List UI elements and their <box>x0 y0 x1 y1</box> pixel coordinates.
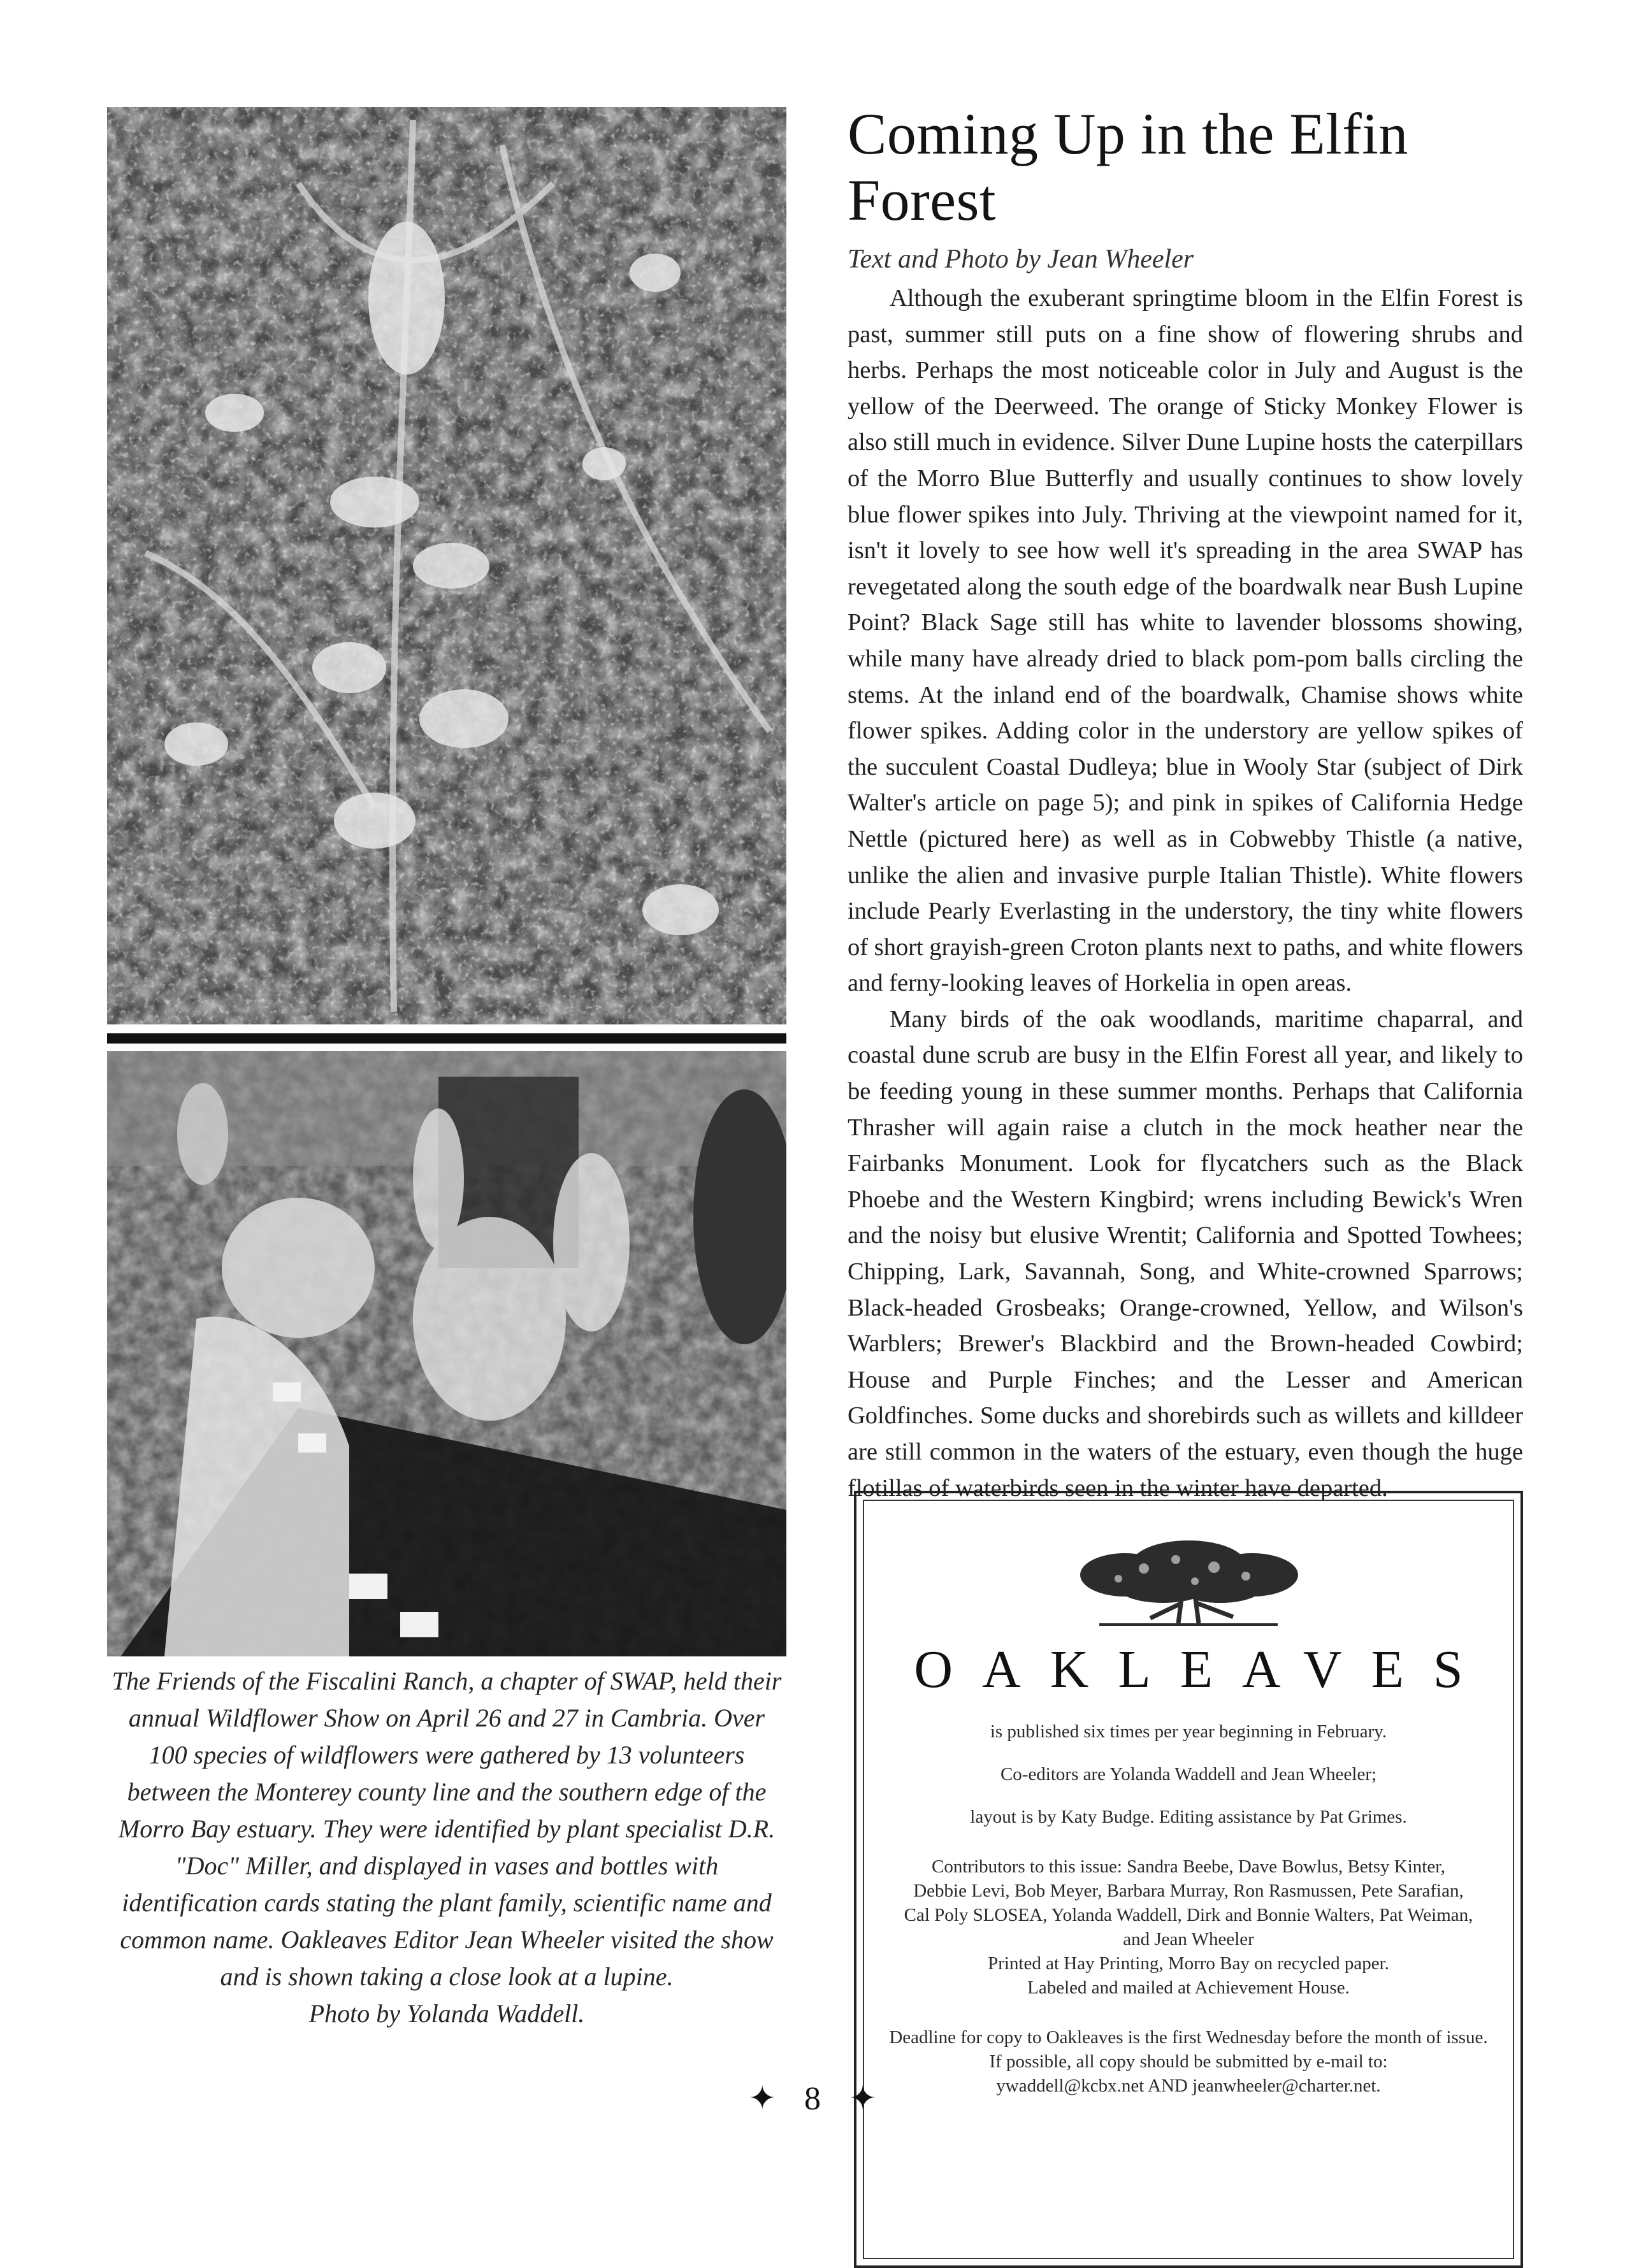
wildflower-show-image <box>107 1051 786 1656</box>
deadline-line: If possible, all copy should be submitted by e-mail to: <box>989 2051 1388 2072</box>
printing-line: Printed at Hay Printing, Morro Bay on recycled paper. <box>988 1953 1389 1974</box>
masthead-intro-line: layout is by Katy Budge. Editing assistance by Pat Grimes. <box>970 1807 1407 1827</box>
oak-tree-logo <box>1023 1537 1354 1632</box>
article-paragraph: Although the exuberant springtime bloom in the Elfin Forest is past, summer still puts on a fine show of flowering shrubs and herbs. Perhaps the most noticeable color in July and August is the yellow of the Deerweed. The orange of Sticky Monkey Flower is also still much in evidence. Silver Dune Lupine hosts the caterpillars of the Morro Blue Butterfly and usually continues to show lovely blue flower spikes into July. Thriving at the viewpoint named for it, isn't it lovely to see how well it's spreading in the area SWAP has revegetated along the south edge of the boardwalk near Bush Lupine Point? Black Sage still has white to lavender blossoms showing, while many have already dried to black pom-pom balls circling the stems. At the inland end of the boardwalk, Chamise shows white flower spikes. Adding color in the understory are yellow spikes of the succulent Coastal Dudleya; blue in Wooly Star (subject of Dirk Walter's article on page 5); and pink in spikes of California Hedge Nettle (pictured here) as well as in Cobwebby Thistle (a native, unlike the alien and invasive purple Italian Thistle). White flowers include Pearly Everlasting in the understory, the tiny white flowers of short grayish-green Croton plants next to paths, and white flowers and ferny-looking leaves of Horkelia in open areas. <box>848 285 1523 997</box>
page-number: 8 <box>804 2081 821 2117</box>
deadline-line: Deadline for copy to Oakleaves is the first Wednesday before the month of issue. <box>889 2027 1488 2048</box>
ornament-left-icon: ✦ <box>748 2081 776 2117</box>
article-body <box>848 280 1523 1506</box>
article <box>848 101 1523 1506</box>
article-byline: Text and Photo by Jean Wheeler <box>848 245 1194 274</box>
masthead-name: OAKLEAVES <box>914 1640 1492 1699</box>
contributors-line: Cal Poly SLOSEA, Yolanda Waddell, Dirk and Bonnie Walters, Pat Weiman, <box>904 1905 1473 1925</box>
contributors-line: Contributors to this issue: Sandra Beebe, Dave Bowlus, Betsy Kinter, <box>932 1856 1445 1877</box>
article-title: Coming Up in the Elfin Forest <box>848 101 1408 233</box>
ornament-right-icon: ✦ <box>849 2081 877 2117</box>
contributors-line: and Jean Wheeler <box>1123 1929 1254 1949</box>
oak-tree-icon <box>1023 1537 1354 1632</box>
wildflower-show-photo <box>107 1051 786 1656</box>
masthead-intro-line: Co-editors are Yolanda Waddell and Jean Wheeler; <box>1000 1764 1377 1784</box>
deadline-line: ywaddell@kcbx.net AND jeanwheeler@charter.net. <box>996 2076 1381 2096</box>
article-paragraph: Many birds of the oak woodlands, maritime chaparral, and coastal dune scrub are busy in the Elfin Forest all year, and likely to be feeding young in these summer months. Perhaps that California Thrasher will again raise a clutch in the mock heather near the Fairbanks Monument. Look for flycatchers such as the Black Phoebe and the Western Kingbird; wrens including Bewick's Wren and the noisy but elusive Wrentit; California and Spotted Towhees; Chipping, Lark, Savannah, Song, and White-crowned Sparrows; Black-headed Grosbeaks; Orange-crowned, Yellow, and Wilson's Warblers; Brewer's Blackbird and the Brown-headed Cowbird; House and Purple Finches; and the Lesser and American Goldfinches. Some ducks and shorebirds such as willets and killdeer are still common in the waters of the estuary, even though the huge flotillas of waterbirds seen in the winter have departed. <box>848 1005 1523 1502</box>
oakleaves-masthead-box <box>854 1491 1523 2268</box>
caption-text: The Friends of the Fiscalini Ranch, a chapter of SWAP, held their annual Wildflower Show on April 26 and 27 in Cambria. Over 100 species of wildflowers were gathered by 13 volunteers between the Monterey county line and the southern edge of the Morro Bay estuary. They were identified by plant specialist D.R. "Doc" Miller, and displayed in vases and bottles with identification cards stating the plant family, scientific name and common name. Oakleaves Editor Jean Wheeler visited the show and is shown taking a close look at a lupine. <box>112 1667 782 1991</box>
photo-caption <box>107 1663 786 2032</box>
hedge-nettle-image <box>107 107 786 1024</box>
masthead-intro <box>883 1719 1494 1829</box>
masthead-inner-frame <box>863 1500 1514 2259</box>
masthead-contributors <box>883 1855 1494 2000</box>
photo-divider-rule <box>107 1033 786 1044</box>
hedge-nettle-photo <box>107 107 786 1024</box>
page-folio <box>0 2077 1625 2121</box>
masthead-intro-line: is published six times per year beginning in February. <box>990 1721 1387 1742</box>
printing-line: Labeled and mailed at Achievement House. <box>1027 1977 1350 1998</box>
contributors-line: Debbie Levi, Bob Meyer, Barbara Murray, Ron Rasmussen, Pete Sarafian, <box>913 1881 1464 1901</box>
caption-credit: Photo by Yolanda Waddell. <box>308 1999 585 2028</box>
